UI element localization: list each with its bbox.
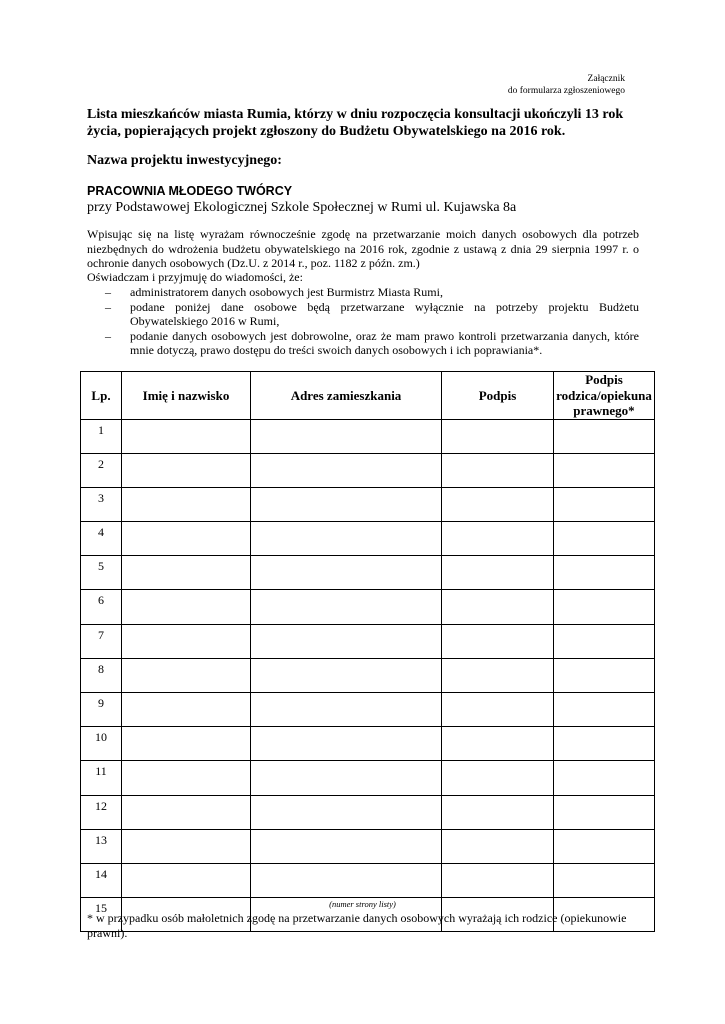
address-cell[interactable]: [251, 829, 442, 863]
header-guardian-signature: Podpis rodzica/opiekuna prawnego*: [554, 372, 655, 420]
row-number: 1: [81, 419, 122, 453]
name-cell[interactable]: [122, 795, 251, 829]
header-lp: Lp.: [81, 372, 122, 420]
row-number: 5: [81, 556, 122, 590]
signature-cell[interactable]: [442, 453, 554, 487]
guardian-signature-cell[interactable]: [554, 419, 655, 453]
table-row: [81, 761, 655, 795]
signature-cell[interactable]: [442, 658, 554, 692]
dash-bullet-icon: –: [105, 285, 111, 299]
guardian-signature-cell[interactable]: [554, 556, 655, 590]
address-cell[interactable]: [251, 624, 442, 658]
row-number: 14: [81, 863, 122, 897]
address-cell[interactable]: [251, 487, 442, 521]
name-cell[interactable]: [122, 693, 251, 727]
header-address: Adres zamieszkania: [251, 372, 442, 420]
name-cell[interactable]: [122, 487, 251, 521]
row-number: 10: [81, 727, 122, 761]
table-row: [81, 590, 655, 624]
footnote: * w przypadku osób małoletnich zgodę na przetwarzanie danych osobowych wyrażają ich rodzice (opiekunowie prawni).: [87, 911, 627, 940]
guardian-signature-cell[interactable]: [554, 624, 655, 658]
address-cell[interactable]: [251, 761, 442, 795]
name-cell[interactable]: [122, 727, 251, 761]
address-cell[interactable]: [251, 727, 442, 761]
signature-cell[interactable]: [442, 556, 554, 590]
dash-bullet-icon: –: [105, 328, 111, 343]
signature-cell[interactable]: [442, 795, 554, 829]
attachment-line-2: do formularza zgłoszeniowego: [507, 86, 625, 96]
row-number: 15: [81, 898, 122, 932]
signature-cell[interactable]: [442, 829, 554, 863]
guardian-signature-cell[interactable]: [554, 795, 655, 829]
project-name: PRACOWNIA MŁODEGO TWÓRCY: [87, 184, 293, 198]
name-cell[interactable]: [122, 829, 251, 863]
address-cell[interactable]: [251, 693, 442, 727]
address-cell[interactable]: [251, 522, 442, 556]
guardian-signature-cell[interactable]: [554, 453, 655, 487]
row-number: 2: [81, 453, 122, 487]
address-cell[interactable]: [251, 658, 442, 692]
guardian-signature-cell[interactable]: [554, 658, 655, 692]
name-cell[interactable]: [122, 624, 251, 658]
guardian-signature-cell[interactable]: [554, 487, 655, 521]
table-row: [81, 419, 655, 453]
table-row: [81, 487, 655, 521]
signature-cell[interactable]: [442, 693, 554, 727]
attachment-note: [508, 73, 625, 97]
supporters-table: [80, 371, 655, 932]
name-cell[interactable]: [122, 761, 251, 795]
name-cell[interactable]: [122, 590, 251, 624]
guardian-signature-cell[interactable]: [554, 863, 655, 897]
table-row: [81, 863, 655, 897]
table-row: [81, 453, 655, 487]
project-subtitle: przy Podstawowej Ekologicznej Szkole Społecznej w Rumi ul. Kujawska 8a: [87, 200, 517, 215]
guardian-signature-cell[interactable]: [554, 761, 655, 795]
signature-cell[interactable]: [442, 863, 554, 897]
project-label: Nazwa projektu inwestycyjnego:: [87, 153, 282, 168]
consent-paragraph: [87, 227, 639, 271]
address-cell[interactable]: [251, 453, 442, 487]
declaration-bullets: [105, 285, 639, 358]
row-number: 13: [81, 829, 122, 863]
name-cell[interactable]: [122, 863, 251, 897]
guardian-signature-cell[interactable]: [554, 727, 655, 761]
dash-bullet-icon: –: [105, 299, 111, 314]
table-row: [81, 658, 655, 692]
bullet-text: administratorem danych osobowych jest Burmistrz Miasta Rumi,: [130, 285, 443, 299]
address-cell[interactable]: [251, 419, 442, 453]
table-row: [81, 727, 655, 761]
attachment-line-1: Załącznik: [587, 74, 625, 84]
page-number-note: (numer strony listy): [329, 899, 396, 909]
guardian-signature-cell[interactable]: [554, 829, 655, 863]
address-cell[interactable]: [251, 795, 442, 829]
bullet-text: podane poniżej dane osobowe będą przetwarzane wyłącznie na potrzeby projektu Budżetu Obywatelskiego 2016 w Rumi,: [130, 299, 639, 328]
row-number: 9: [81, 693, 122, 727]
row-number: 4: [81, 522, 122, 556]
document-title: Lista mieszkańców miasta Rumia, którzy w dniu rozpoczęcia konsultacji ukończyli 13 rok życia, popierających projekt zgłoszony do Budżetu Obywatelskiego na 2016 rok.: [87, 107, 624, 139]
table-row: [81, 693, 655, 727]
table-header-row: [81, 372, 655, 420]
name-cell[interactable]: [122, 453, 251, 487]
row-number: 7: [81, 624, 122, 658]
signature-cell[interactable]: [442, 522, 554, 556]
list-item: [105, 300, 639, 329]
row-number: 8: [81, 658, 122, 692]
consent-text: Wpisując się na listę wyrażam równocześnie zgodę na przetwarzanie moich danych osobowych dla potrzeb niezbędnych do wdrożenia budżetu obywatelskiego na 2016 rok, zgodnie z ustawą z dnia 29 sierpnia 1997 r. o ochronie danych osobowych (Dz.U. z 2014 r., poz. 1182 z późn. zm.): [87, 227, 639, 270]
name-cell[interactable]: [122, 556, 251, 590]
signature-cell[interactable]: [442, 487, 554, 521]
signature-cell[interactable]: [442, 727, 554, 761]
row-number: 12: [81, 795, 122, 829]
guardian-signature-cell[interactable]: [554, 693, 655, 727]
row-number: 11: [81, 761, 122, 795]
signature-cell[interactable]: [442, 419, 554, 453]
name-cell[interactable]: [122, 522, 251, 556]
table-row: [81, 624, 655, 658]
signature-cell[interactable]: [442, 624, 554, 658]
signature-cell[interactable]: [442, 590, 554, 624]
declaration-line: Oświadczam i przyjmuję do wiadomości, że:: [87, 270, 303, 284]
header-name: Imię i nazwisko: [122, 372, 251, 420]
table-row: [81, 795, 655, 829]
table-row: [81, 556, 655, 590]
address-cell[interactable]: [251, 556, 442, 590]
guardian-signature-cell[interactable]: [554, 590, 655, 624]
name-cell[interactable]: [122, 419, 251, 453]
table-row: [81, 522, 655, 556]
header-signature: Podpis: [442, 372, 554, 420]
bullet-text: podanie danych osobowych jest dobrowolne, oraz że mam prawo kontroli przetwarzania danych, które mnie dotyczą, prawo dostępu do treści swoich danych osobowych i ich poprawiania*.: [130, 328, 639, 357]
list-item: [105, 329, 639, 358]
signature-cell[interactable]: [442, 761, 554, 795]
list-item: [105, 285, 639, 300]
name-cell[interactable]: [122, 658, 251, 692]
address-cell[interactable]: [251, 590, 442, 624]
row-number: 6: [81, 590, 122, 624]
guardian-signature-cell[interactable]: [554, 522, 655, 556]
table-row: [81, 829, 655, 863]
row-number: 3: [81, 487, 122, 521]
address-cell[interactable]: [251, 863, 442, 897]
